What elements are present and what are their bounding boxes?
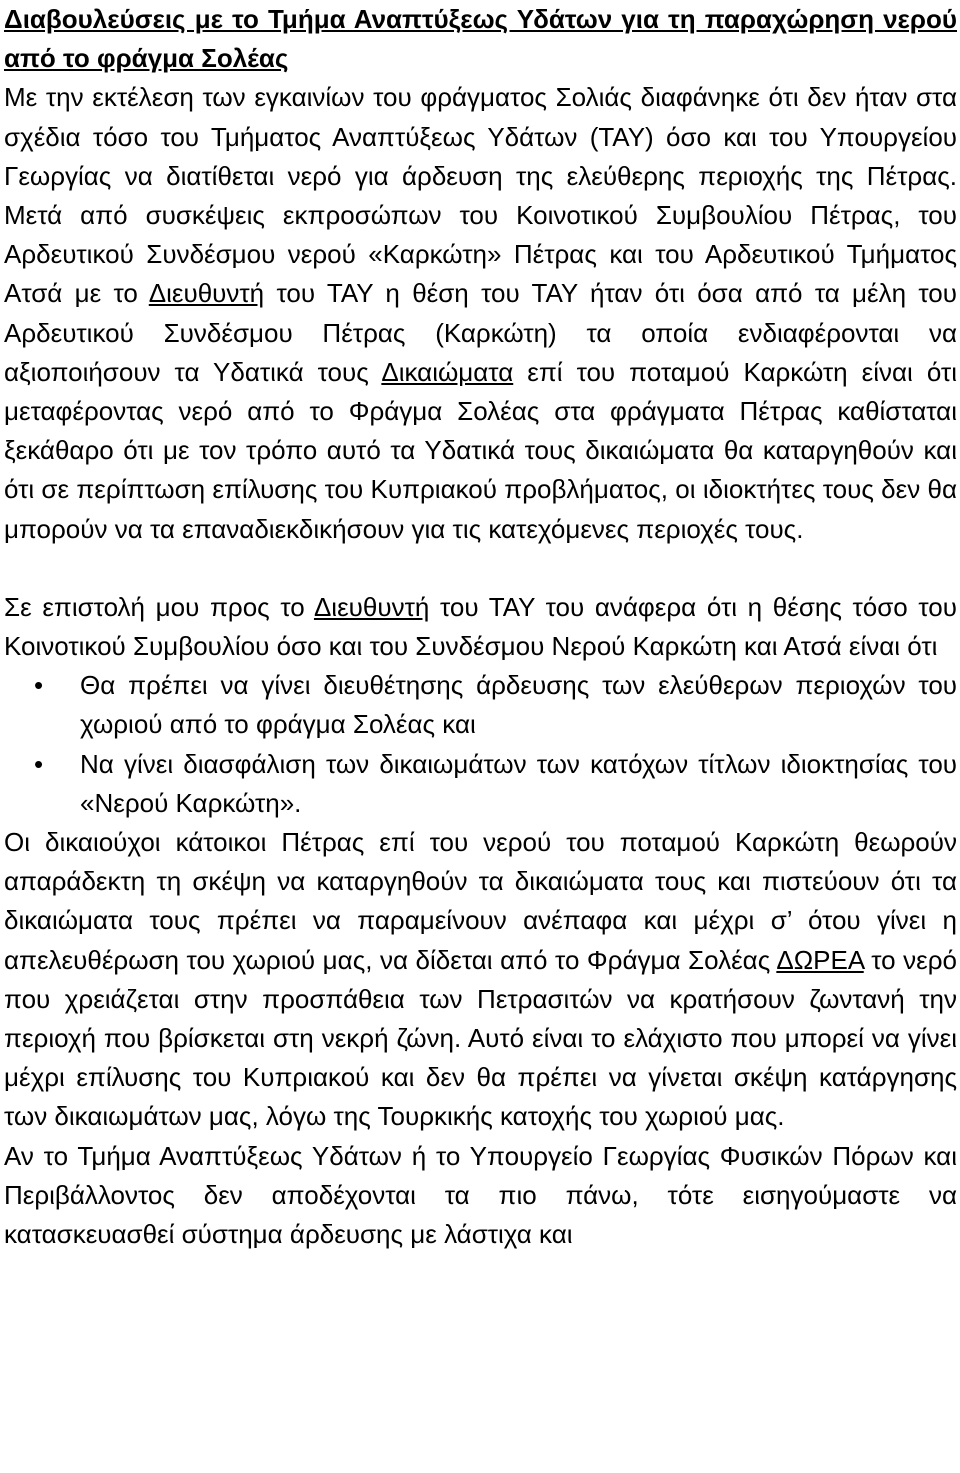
paragraph-2-text-b: του ΤΑΥ του ανάφερα ότι η θέσης τόσο του Κοινοτικού Συμβουλίου όσο και του Συνδέσμου Νερού Καρκώτη και Ατσά είναι ότι xyxy=(4,591,957,662)
list-item xyxy=(4,745,957,823)
underlined-term-director-2: Διευθυντή xyxy=(313,591,430,622)
list-item xyxy=(4,666,957,744)
bullet-icon: • xyxy=(34,748,44,779)
underlined-term-free: ΔΩΡΕΑ xyxy=(776,944,864,975)
paragraph-3 xyxy=(4,823,957,1137)
paragraph-2 xyxy=(4,588,957,666)
underlined-term-director: Διευθυντή xyxy=(148,278,265,309)
underlined-term-rights: Δικαιώματα xyxy=(381,356,514,387)
paragraph-1-text-a: Με την εκτέλεση των εγκαινίων του φράγματος Σολιάς διαφάνηκε ότι δεν ήταν στα σχέδια τόσο του Τμήματος Αναπτύξεως Υδάτων (ΤΑΥ) όσο και του Υπουργείου Γεωργίας να διατίθεται νερό για άρδευση της ελεύθερης περιοχής της Πέτρας. Μετά από συσκέψεις εκπροσώπων του Κοινοτικού Συμβουλίου Πέτρας, του Αρδευτικού Συνδέσμου νερού «Καρκώτη» Πέτρας και του Αρδευτικού Τμήματος Ατσά με το xyxy=(4,82,957,309)
document-page xyxy=(4,0,957,1254)
bullet-icon: • xyxy=(34,670,44,701)
bullet-text: Να γίνει διασφάλιση των δικαιωμάτων των κατόχων τίτλων ιδιοκτησίας του «Νερού Καρκώτη». xyxy=(80,748,957,818)
paragraph-3-text-a: Οι δικαιούχοι κάτοικοι Πέτρας επί του νερού του ποταμού Καρκώτη θεωρούν απαράδεκτη τη σκέψη να καταργηθούν τα δικαιώματα τους και πιστεύουν ότι τα δικαιώματα τους πρέπει να παραμείνουν ανέπαφα και μέχρι σ’ ότου γίνει η απελευθέρωση του χωριού μας, να δίδεται από το Φράγμα Σολέας xyxy=(4,827,957,975)
paragraph-2-text-a: Σε επιστολή μου προς το xyxy=(4,591,314,622)
paragraph-3-text-b: το νερό που χρειάζεται στην προσπάθεια των Πετρασιτών να κρατήσουν ζωντανή την περιοχή που βρίσκεται στη νεκρή ζώνη. Αυτό είναι το ελάχιστο που μπορεί να γίνει μέχρι επίλυσης του Κυπριακού και δεν θα πρέπει να γίνεται σκέψη κατάργησης των δικαιωμάτων μας, λόγω της Τουρκικής κατοχής του χωριού μας. xyxy=(4,944,957,1132)
document-title: Διαβουλεύσεις με το Τμήμα Αναπτύξεως Υδάτων για τη παραχώρηση νερού από το φράγμα Σολέας xyxy=(4,4,957,74)
paragraph-1-text-c: επί του ποταμού Καρκώτη είναι ότι μεταφέροντας νερό από το Φράγμα Σολέας στα φράγματα Πέτρας καθίσταται ξεκάθαρο ότι με τον τρόπο αυτό τα Υδατικά τους δικαιώματα θα καταργηθούν και ότι σε περίπτωση επίλυσης του Κυπριακού προβλήματος, οι ιδιοκτήτες τους δεν θα μπορούν να τα επαναδιεκδικήσουν για τις κατεχόμενες περιοχές τους. xyxy=(4,356,957,544)
paragraph-1 xyxy=(4,78,957,548)
bullet-text: Θα πρέπει να γίνει διευθέτησης άρδευσης των ελεύθερων περιοχών του χωριού από το φράγμα Σολέας και xyxy=(80,670,957,740)
paragraph-4: Αν το Τμήμα Αναπτύξεως Υδάτων ή το Υπουργείο Γεωργίας Φυσικών Πόρων και Περιβάλλοντος δεν αποδέχονται τα πιο πάνω, τότε εισηγούμαστε να κατασκευασθεί σύστημα άρδευσης με λάστιχα και xyxy=(4,1140,957,1250)
bullet-list xyxy=(4,666,957,823)
paragraph-1-text-b: του ΤΑΥ η θέση του ΤΑΥ ήταν ότι όσα από τα μέλη του Αρδευτικού Συνδέσμου Πέτρας (Καρκώτη) τα οποία ενδιαφέρονται να αξιοποιήσουν τα Υδατικά τους xyxy=(4,278,957,387)
